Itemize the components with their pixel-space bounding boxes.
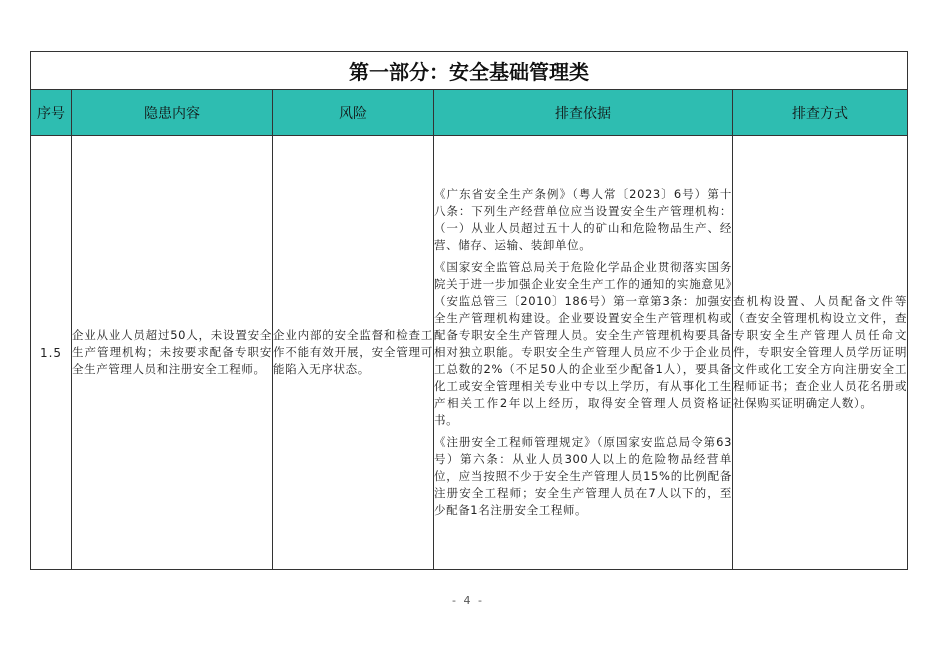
header-hazard: 隐患内容 <box>72 90 273 136</box>
row-risk: 企业内部的安全监督和检查工作不能有效开展，安全管理可能陷入无序状态。 <box>273 136 434 570</box>
row-basis <box>434 136 733 570</box>
row-seq: 1.5 <box>31 136 72 570</box>
basis-paragraph: 《注册安全工程师管理规定》（原国家安监总局令第63号）第六条：从业人员300人以上的危险物品经营单位，应当按照不少于安全生产管理人员15%的比例配备注册安全工程师；安全生产管理人员在7人以下的，至少配备1名注册安全工程师。 <box>434 435 732 517</box>
row-method: 查机构设置、人员配备文件等（查安全管理机构设立文件，查专职安全生产管理人员任命文件，专职安全管理人员学历证明文件或化工安全方向注册安全工程师证书；查企业人员花名册或社保购买证明确定人数）。 <box>733 136 908 570</box>
row-hazard: 企业从业人员超过50人，未设置安全生产管理机构；未按要求配备专职安全生产管理人员和注册安全工程师。 <box>72 136 273 570</box>
hazard-table <box>30 51 908 570</box>
header-basis: 排查依据 <box>434 90 733 136</box>
page-number: - 4 - <box>452 594 484 607</box>
table-row <box>31 136 908 570</box>
basis-paragraph: 《广东省安全生产条例》（粤人常〔2023〕6号）第十八条：下列生产经营单位应当设置安全生产管理机构：（一）从业人员超过五十人的矿山和危险物品生产、经营、储存、运输、装卸单位。 <box>434 187 732 252</box>
basis-paragraph: 《国家安全监管总局关于危险化学品企业贯彻落实国务院关于进一步加强企业安全生产工作的通知的实施意见》（安监总管三〔2010〕186号）第一章第3条：加强安全生产管理机构建设。企业要设置安全生产管理机构或配备专职安全生产管理人员。安全生产管理机构要具备相对独立职能。专职安全生产管理人员应不少于企业员工总数的2%（不足50人的企业至少配备1人），要具备化工或安全管理相关专业中专以上学历，有从事化工生产相关工作2年以上经历，取得安全管理人员资格证书。 <box>434 260 732 427</box>
header-seq: 序号 <box>31 90 72 136</box>
section-title: 第一部分：安全基础管理类 <box>31 52 908 90</box>
header-risk: 风险 <box>273 90 434 136</box>
header-row <box>31 90 908 136</box>
header-method: 排查方式 <box>733 90 908 136</box>
